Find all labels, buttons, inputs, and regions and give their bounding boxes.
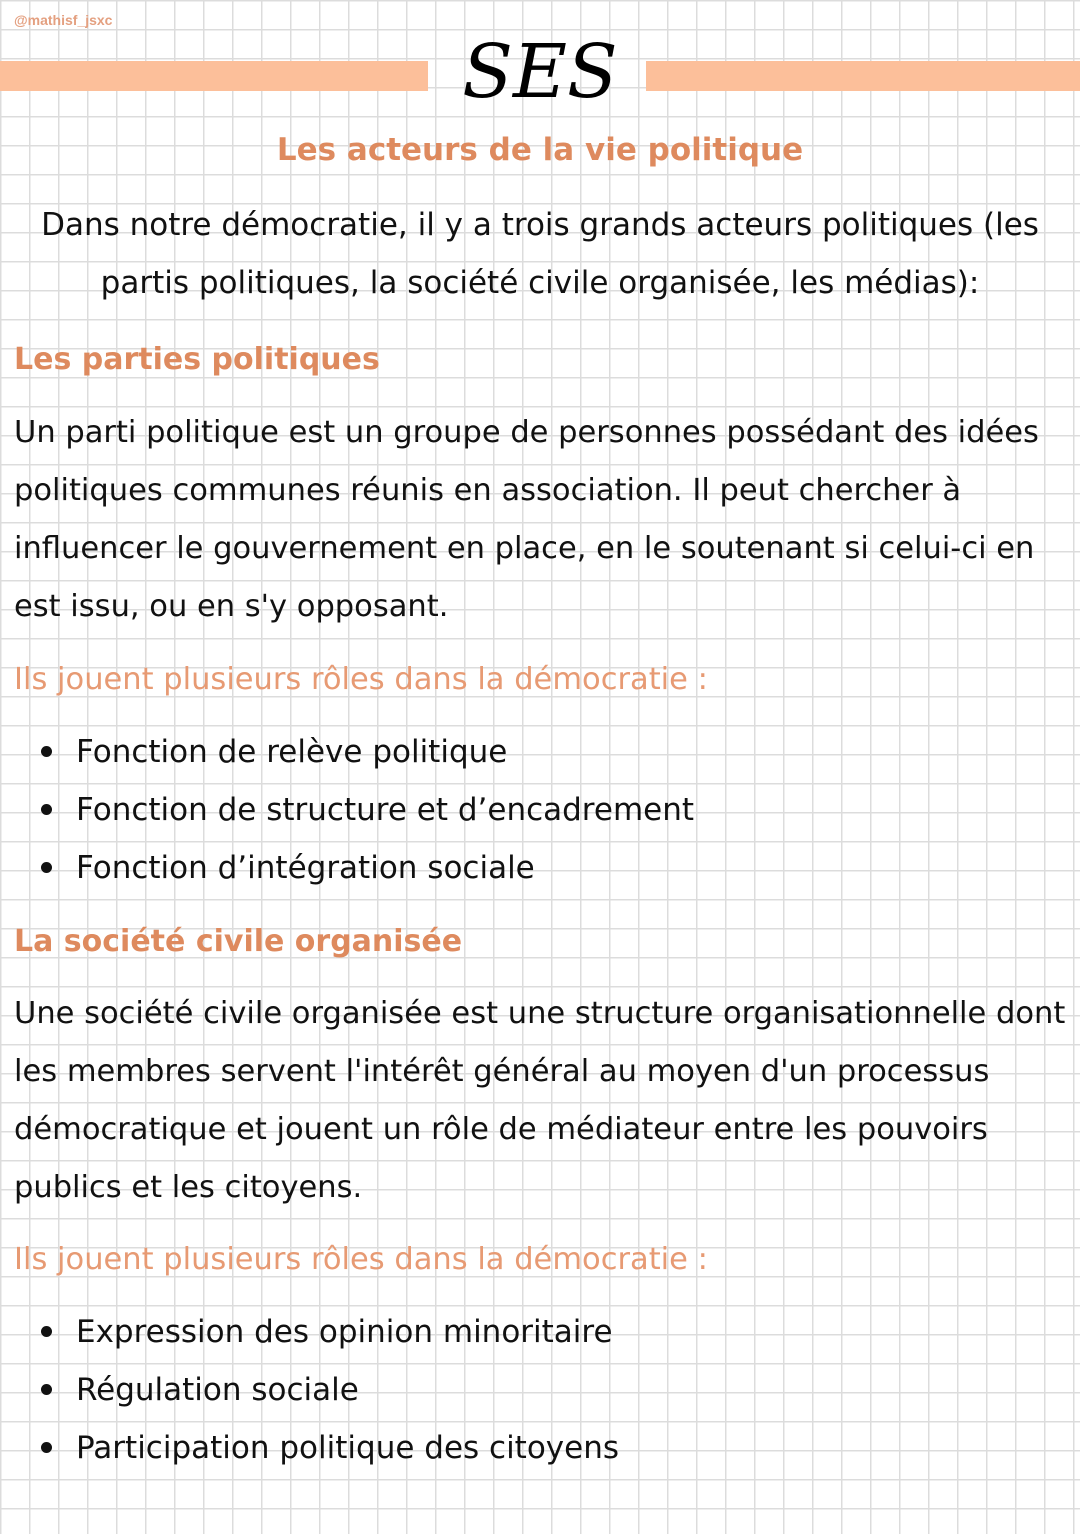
list-item: Fonction de structure et d’encadrement <box>38 781 694 839</box>
roles-list-partis <box>38 723 694 897</box>
section-body-societe-civile: Une société civile organisée est une structure organisationnelle dont les membres servent l'intérêt général au moyen d'un processus démocratique et jouent un rôle de médiateur entre les pouvoirs publics et les citoyens. <box>14 996 1066 1205</box>
title-band-right <box>646 61 1080 91</box>
list-item: Fonction de relève politique <box>38 723 694 781</box>
roles-intro-partis: Ils jouent plusieurs rôles dans la démocratie : <box>14 662 708 697</box>
intro-paragraph: Dans notre démocratie, il y a trois grands acteurs politiques (les partis politiques, la société civile organisée, les médias): <box>41 207 1039 301</box>
roles-intro-societe-civile: Ils jouent plusieurs rôles dans la démocratie : <box>14 1242 708 1277</box>
roles-list-societe-civile <box>38 1303 619 1477</box>
list-item: Expression des opinion minoritaire <box>38 1303 619 1361</box>
list-item: Fonction d’intégration sociale <box>38 839 694 897</box>
section-body-partis: Un parti politique est un groupe de personnes possédant des idées politiques communes réunis en association. Il peut chercher à influencer le gouvernement en place, en le soutenant si celui-ci en est issu, ou en s'y opposant. <box>14 415 1039 624</box>
title-band-left <box>0 61 428 91</box>
page-subtitle: Les acteurs de la vie politique <box>276 132 804 168</box>
page-title: SES <box>462 29 618 115</box>
list-item: Régulation sociale <box>38 1361 619 1419</box>
author-handle: @mathisf_jsxc <box>14 12 113 28</box>
section-heading-societe-civile: La société civile organisée <box>14 924 463 959</box>
list-item: Participation politique des citoyens <box>38 1419 619 1477</box>
section-heading-partis: Les parties politiques <box>14 342 380 377</box>
